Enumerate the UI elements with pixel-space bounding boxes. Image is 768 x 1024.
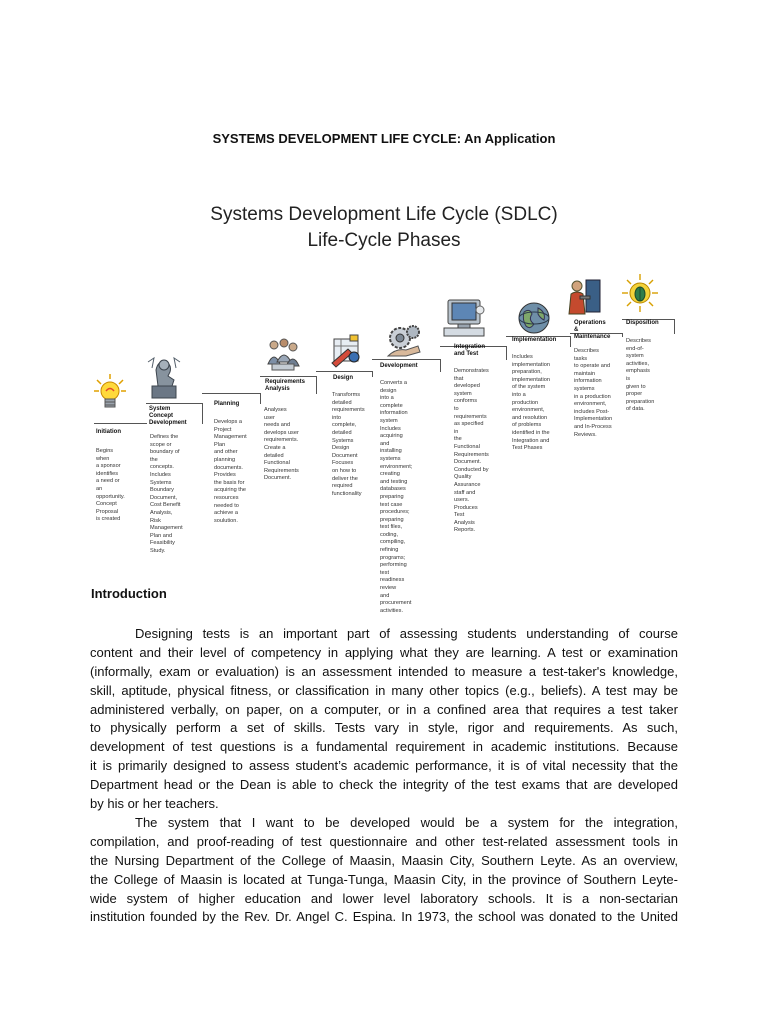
gears-hand-icon: [384, 322, 424, 358]
text-line: The system that I want to be developed would be a system for the integration,: [135, 815, 678, 830]
phase-name: Requirements Analysis: [265, 379, 306, 392]
phase-name: Integration and Test: [454, 344, 485, 357]
sun-bug-icon: [620, 274, 660, 312]
people-group-icon: [264, 336, 300, 372]
phase-description: Describes end-of-system activities, emphasis is given to proper preparation of data.: [626, 338, 655, 413]
worker-icon: [566, 278, 602, 316]
text-line: content and their level of competency in applying what they are learning. A test or examination: [90, 644, 678, 660]
text-line: the College of Maasin is located at Tunga-Tunga, Maasin City, in the province of Southern Leyte-: [90, 871, 678, 887]
thinker-statue-icon: [144, 356, 184, 400]
introduction-paragraph-2: [90, 814, 678, 927]
phase-description: Describes tasks to operate and maintain information systems in a production environment, includes Post- Implementation and In-Process Reviews.: [574, 348, 613, 438]
text-line: compilation, and proof-reading of test questionnaire and other test-related assessment tools in: [90, 833, 678, 849]
phase-name: Operations & Maintenance: [574, 320, 611, 340]
phase-description: Transforms detailed requirements into complete, detailed Systems Design Document Focuses on how to deliver the required functionality: [332, 392, 365, 497]
phase-name: Development: [380, 363, 418, 369]
document-title: SYSTEMS DEVELOPMENT LIFE CYCLE: An Application: [212, 131, 556, 146]
text-line: it is primarily designed to assess student’s academic performance, it is of vital necessity that the: [90, 758, 678, 774]
figure-title: Systems Development Life Cycle (SDLC): [210, 204, 558, 225]
text-line: Designing tests is an important part of assessing students understanding of course: [135, 626, 678, 641]
phase-name: Planning: [214, 401, 240, 407]
phase-description: Converts a design into a complete information system Includes acquiring and installing systems environment; creating and testing databases preparing test case procedures; preparing test files, coding, compiling, refining programs; performing test readiness review and procurement activities.: [380, 380, 413, 614]
phase-description: Includes implementation preparation, implementation of the system into a production environment, and resolution of problems identified in the Integration and Test Phases: [512, 354, 550, 452]
phase-description: Demonstrates that developed system conforms to requirements as specified in the Functional Requirements Document. Conducted by Quality Assurance staff and users. Produces Test Analysis Reports.: [454, 368, 489, 534]
text-line: skill, aptitude, physical fitness, or classification in many other topics (e.g., beliefs). A test may be: [90, 682, 678, 698]
phase-name: Initiation: [96, 429, 121, 435]
phase-description: Begins when a sponsor identifies a need or an opportunity. Concept Proposal is created: [96, 448, 125, 523]
text-line: to physically perform a set of skills. Tests vary in style, rigor and requirements. As such,: [90, 720, 678, 736]
text-line: by his or her teachers.: [90, 796, 219, 812]
stair-step: [94, 423, 147, 424]
phase-name: Implementation: [512, 337, 557, 343]
text-line: the Nursing Department of the College of Maasin, Maasin City, Southern Leyte. As an overview,: [90, 852, 678, 868]
text-line: (informally, exam or evaluation) is an assessment intended to measure a test-taker's knowledge,: [90, 663, 678, 679]
section-heading: Introduction: [91, 586, 167, 601]
text-line: development of test questions is a fundamental requirement in academic institutions. Because: [90, 739, 678, 755]
design-tools-icon: [328, 333, 364, 369]
phase-description: Develops a Project Management Plan and other planning documents. Provides the basis for acquiring the resources needed to achieve a soulution.: [214, 419, 247, 524]
phase-name: Design: [333, 375, 354, 381]
introduction-paragraph-1: [90, 625, 678, 814]
phase-name: System Concept Development: [149, 406, 187, 426]
lightbulb-icon: [94, 374, 126, 412]
computer-icon: [440, 298, 488, 338]
phase-name: Disposition: [626, 320, 659, 326]
phase-description: Analyses user needs and develops user requirements. Create a detailed Functional Requirements Document.: [264, 407, 299, 482]
phase-description: Defines the scope or boundary of the concepts. Includes Systems Boundary Document, Cost Benefit Analysis, Risk Management Plan and Feasibility Study.: [150, 434, 183, 554]
text-line: wide system of higher education and lower level laboratory schools. It is a non-sectarian: [90, 890, 678, 906]
text-line: Department head or the Dean is able to check the integrity of the test exams that are developed: [90, 777, 678, 793]
text-line: administered verbally, on paper, on a computer, or in a confined area that requires a test taker: [90, 701, 678, 717]
text-line: institution founded by the Rev. Dr. Angel C. Espina. In 1973, the school was donated to the United: [90, 909, 678, 925]
figure-subtitle: Life-Cycle Phases: [307, 230, 461, 251]
globe-icon: [516, 300, 552, 336]
